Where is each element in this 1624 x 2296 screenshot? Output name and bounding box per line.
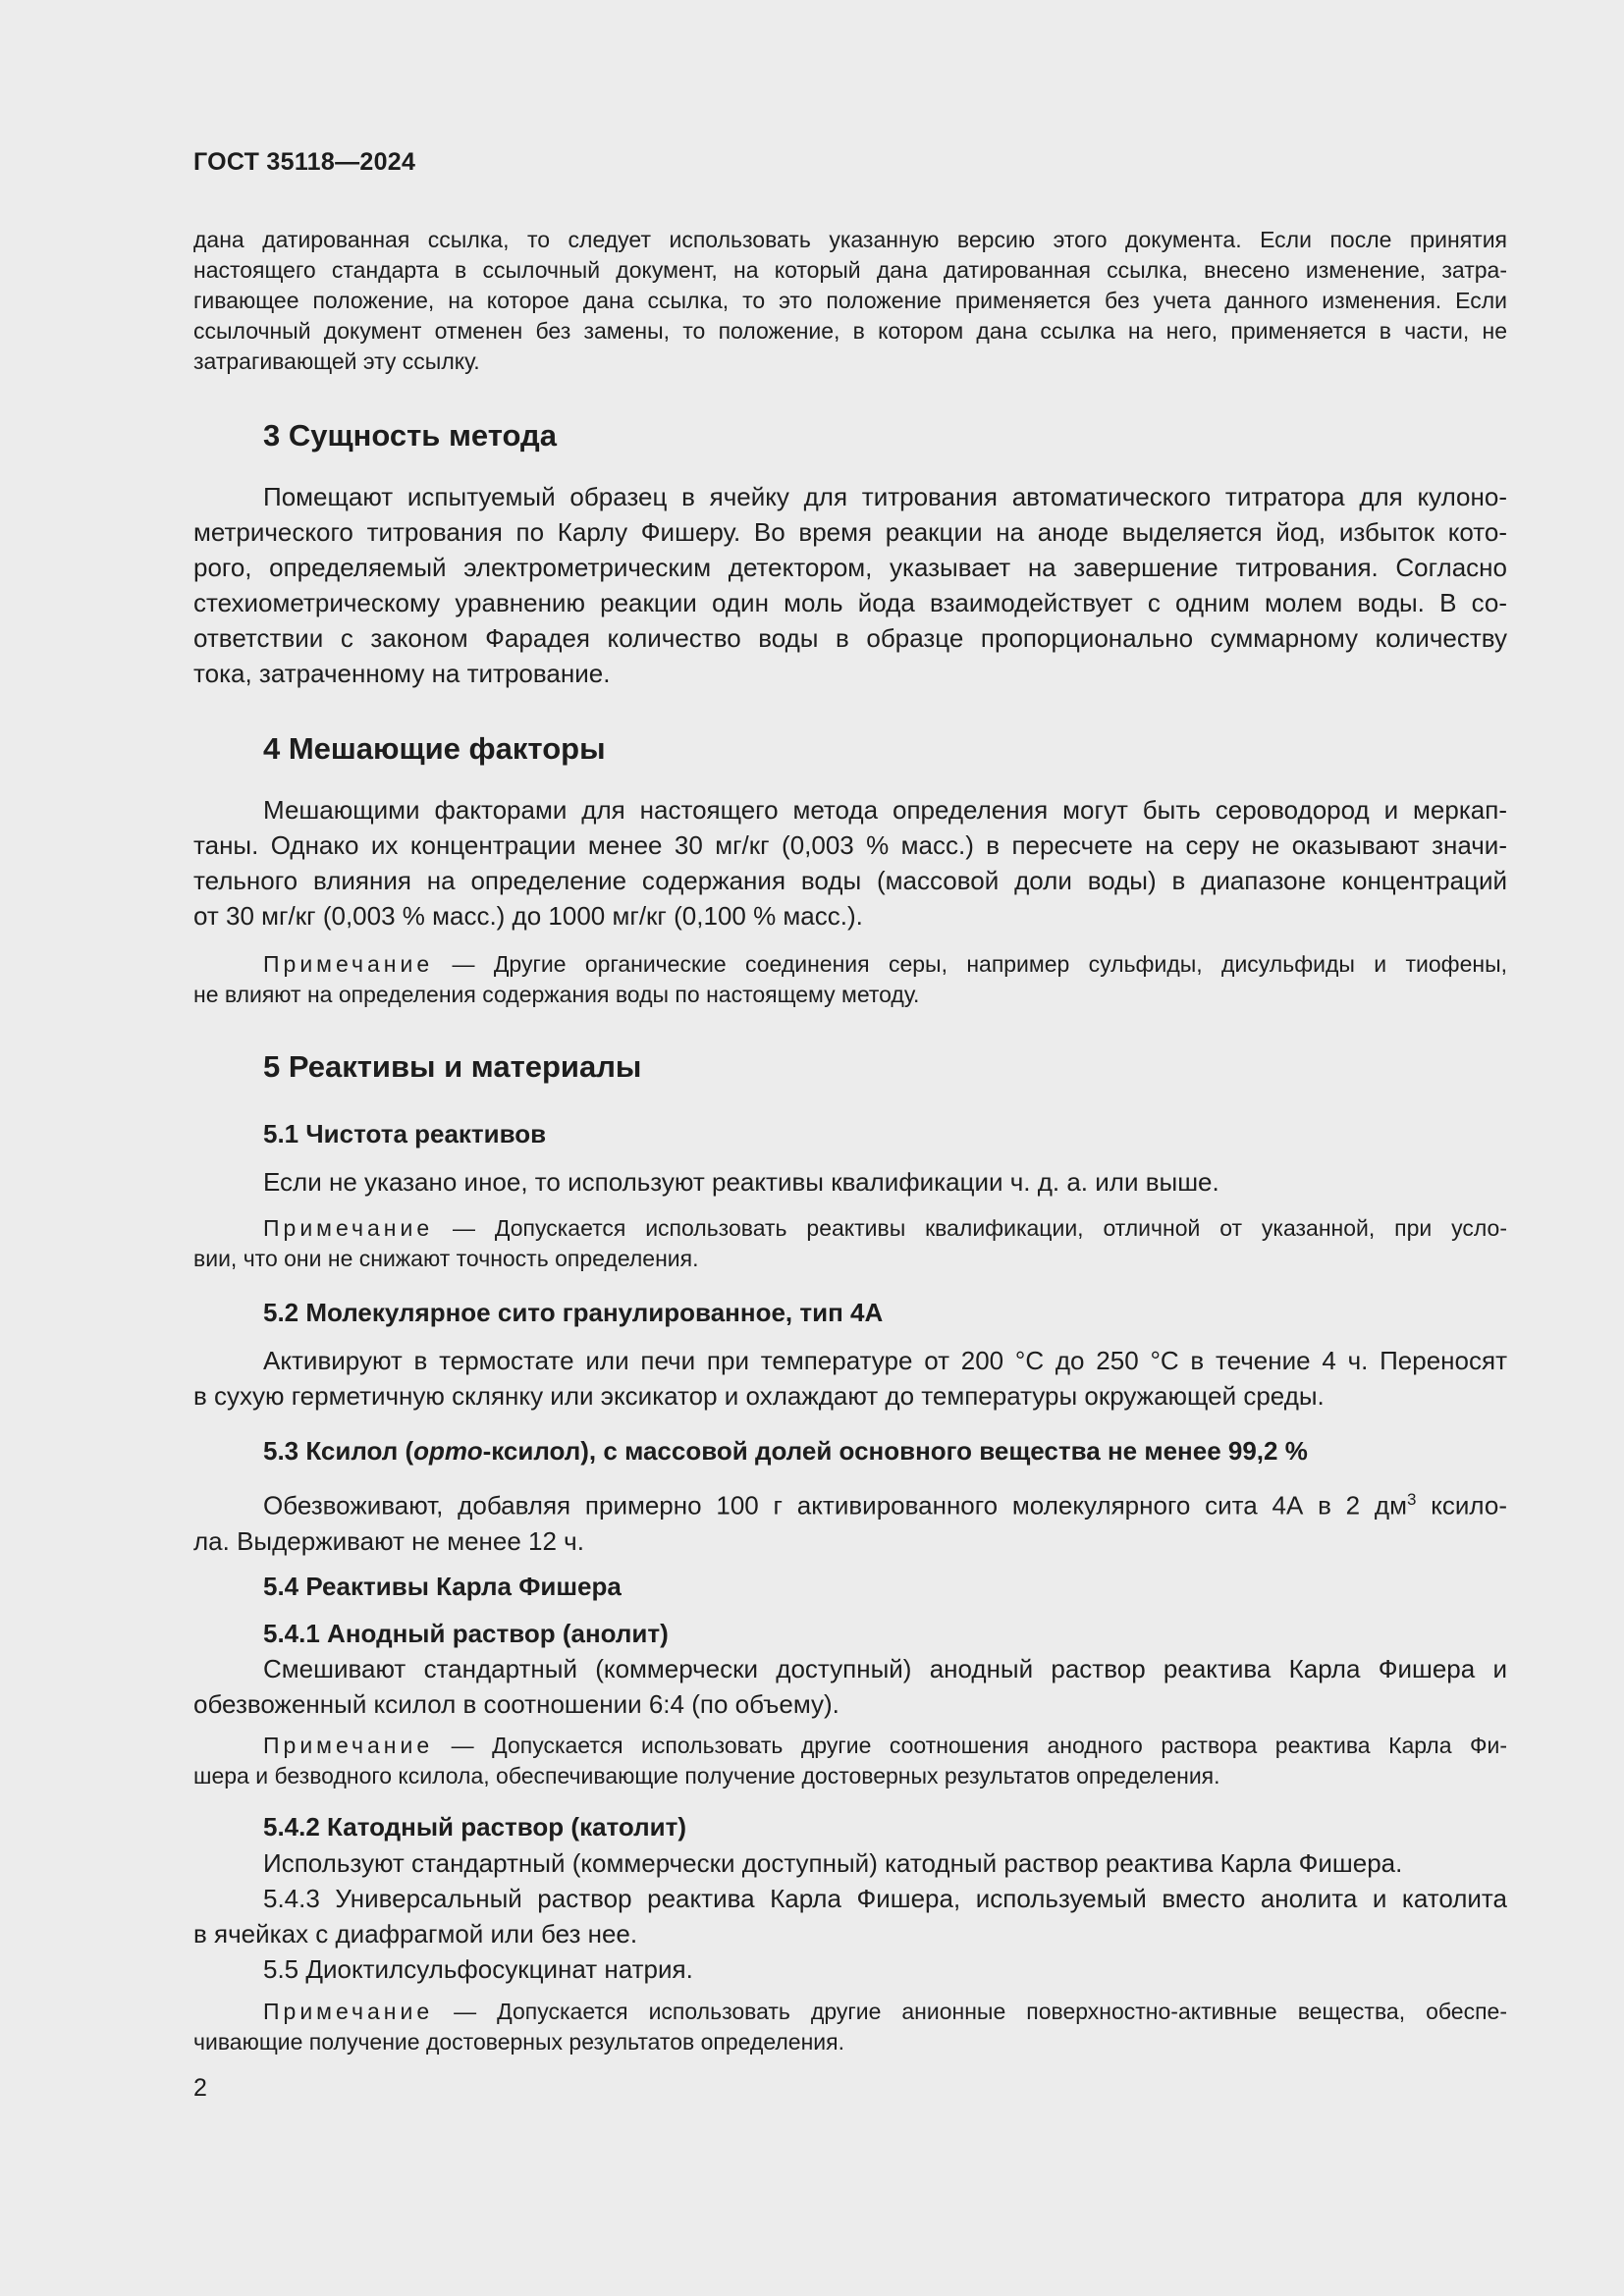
note-text: — Другие органические соединения серы, например сульфиды, дисульфиды и тиофены, — [433, 951, 1507, 977]
page-number: 2 — [193, 2074, 207, 2102]
section-5-4-2-paragraph — [193, 1845, 1507, 1881]
note-label: Примечание — [263, 1999, 434, 2024]
section-5-2-heading: 5.2 Молекулярное сито гранулированное, тип 4А — [263, 1298, 884, 1327]
section-5-5-paragraph — [193, 1951, 1507, 1987]
text-line: Смешивают стандартный (коммерчески доступный) анодный раствор реактива Карла Фишера и — [263, 1654, 1507, 1683]
note-label: Примечание — [263, 951, 434, 977]
text-line: ла. Выдерживают не менее 12 ч. — [193, 1525, 584, 1556]
section-3-paragraph — [193, 479, 1507, 691]
section-5-4-heading: 5.4 Реактивы Карла Фишера — [263, 1572, 622, 1601]
text-line: рого, определяемый электрометрическим детектором, указывает на завершение титрования. Согласно — [193, 553, 1507, 582]
note-label: Примечание — [263, 1733, 434, 1758]
text-line: гивающее положение, на которое дана ссылка, то это положение применяется без учета данного изменения. Если — [193, 288, 1507, 313]
text-line: в сухую герметичную склянку или эксикатор и охлаждают до температуры окружающей среды. — [193, 1381, 1325, 1411]
section-5-5-note — [193, 1997, 1507, 2057]
section-5-heading: 5 Реактивы и материалы — [263, 1049, 642, 1084]
text-line: Активируют в термостате или печи при температуре от 200 °С до 250 °С в течение 4 ч. Переносят — [263, 1346, 1507, 1375]
section-5-3-heading — [263, 1436, 1308, 1467]
note-text: — Допускается использовать другие соотношения анодного раствора реактива Карла Фи- — [433, 1733, 1507, 1758]
text-line: тельного влияния на определение содержания воды (массовой доли воды) в диапазоне концентраций — [193, 866, 1507, 895]
section-5-2-paragraph — [193, 1343, 1507, 1414]
note-text: — Допускается использовать другие анионные поверхностно-активные вещества, обеспе- — [433, 1999, 1507, 2024]
section-5-1-paragraph — [193, 1164, 1507, 1200]
intro-paragraph — [193, 225, 1507, 377]
text-line: метрического титрования по Карлу Фишеру. Во время реакции на аноде выделяется йод, избыток кото- — [193, 517, 1507, 547]
text-line: обезвоженный ксилол в соотношении 6:4 (по объему). — [193, 1689, 839, 1719]
section-5-4-1-heading: 5.4.1 Анодный раствор (анолит) — [263, 1619, 669, 1648]
section-5-1-heading: 5.1 Чистота реактивов — [263, 1119, 547, 1148]
section-3-heading: 3 Сущность метода — [263, 418, 557, 453]
note-label: Примечание — [263, 1215, 434, 1241]
text-line: Если не указано иное, то используют реактивы квалификации ч. д. а. или выше. — [263, 1167, 1219, 1197]
document-code: ГОСТ 35118—2024 — [193, 148, 416, 176]
section-5-4-2-heading: 5.4.2 Катодный раствор (католит) — [263, 1812, 687, 1842]
heading-part: 5.3 Ксилол ( — [263, 1436, 414, 1466]
section-5-1-note — [193, 1213, 1507, 1274]
text-line: в ячейках с диафрагмой или без нее. — [193, 1919, 638, 1949]
note-text: — Допускается использовать реактивы квалификации, отличной от указанной, при усло- — [433, 1215, 1507, 1241]
superscript: 3 — [1406, 1490, 1417, 1509]
section-5-3-paragraph — [193, 1482, 1507, 1559]
note-text: шера и безводного ксилола, обеспечивающие получение достоверных результатов определения. — [193, 1763, 1220, 1789]
text-line: от 30 мг/кг (0,003 % масс.) до 1000 мг/кг (0,100 % масс.). — [193, 901, 863, 931]
text-line: ссылочный документ отменен без замены, то положение, в котором дана ссылка на него, применяется в части, не — [193, 318, 1507, 344]
section-4-heading: 4 Мешающие факторы — [263, 731, 606, 766]
text-line: Помещают испытуемый образец в ячейку для титрования автоматического титратора для кулоно- — [263, 482, 1507, 511]
text-line: дана датированная ссылка, то следует использовать указанную версию этого документа. Если после принятия — [193, 227, 1507, 252]
text-line: Мешающими факторами для настоящего метода определения могут быть сероводород и меркап- — [263, 795, 1507, 825]
text-line: затрагивающей эту ссылку. — [193, 348, 480, 374]
text-line: 5.5 Диоктилсульфосукцинат натрия. — [263, 1954, 693, 1984]
section-4-paragraph — [193, 792, 1507, 934]
text-part: Обезвоживают, добавляя примерно 100 г активированного молекулярного сита 4А в 2 дм — [263, 1490, 1407, 1521]
text-line: Используют стандартный (коммерчески доступный) катодный раствор реактива Карла Фишера. — [263, 1848, 1403, 1878]
section-5-4-3-paragraph — [193, 1881, 1507, 1951]
heading-italic-part: орто — [413, 1436, 483, 1466]
text-line: тока, затраченному на титрование. — [193, 659, 611, 688]
text-line: стехиометрическому уравнению реакции один моль йода взаимодействует с одним молем воды. В со- — [193, 588, 1507, 617]
note-text: не влияют на определения содержания воды по настоящему методу. — [193, 982, 920, 1007]
text-line: 5.4.3 Универсальный раствор реактива Карла Фишера, используемый вместо анолита и католита — [263, 1884, 1507, 1913]
text-line: таны. Однако их концентрации менее 30 мг/кг (0,003 % масс.) в пересчете на серу не оказывают значи- — [193, 830, 1507, 860]
note-text: вии, что они не снижают точность определения. — [193, 1246, 699, 1271]
section-5-4-1-note — [193, 1731, 1507, 1791]
text-part: ксило- — [1416, 1490, 1507, 1521]
text-line: ответствии с законом Фарадея количество воды в образце пропорционально суммарному количеству — [193, 623, 1507, 653]
section-5-4-1-paragraph — [193, 1651, 1507, 1722]
text-line: настоящего стандарта в ссылочный документ, на который дана датированная ссылка, внесено изменение, затра- — [193, 257, 1507, 283]
heading-part: -ксилол), с массовой долей основного вещества не менее 99,2 % — [482, 1436, 1308, 1466]
note-text: чивающие получение достоверных результатов определения. — [193, 2029, 844, 2055]
section-4-note — [193, 949, 1507, 1010]
